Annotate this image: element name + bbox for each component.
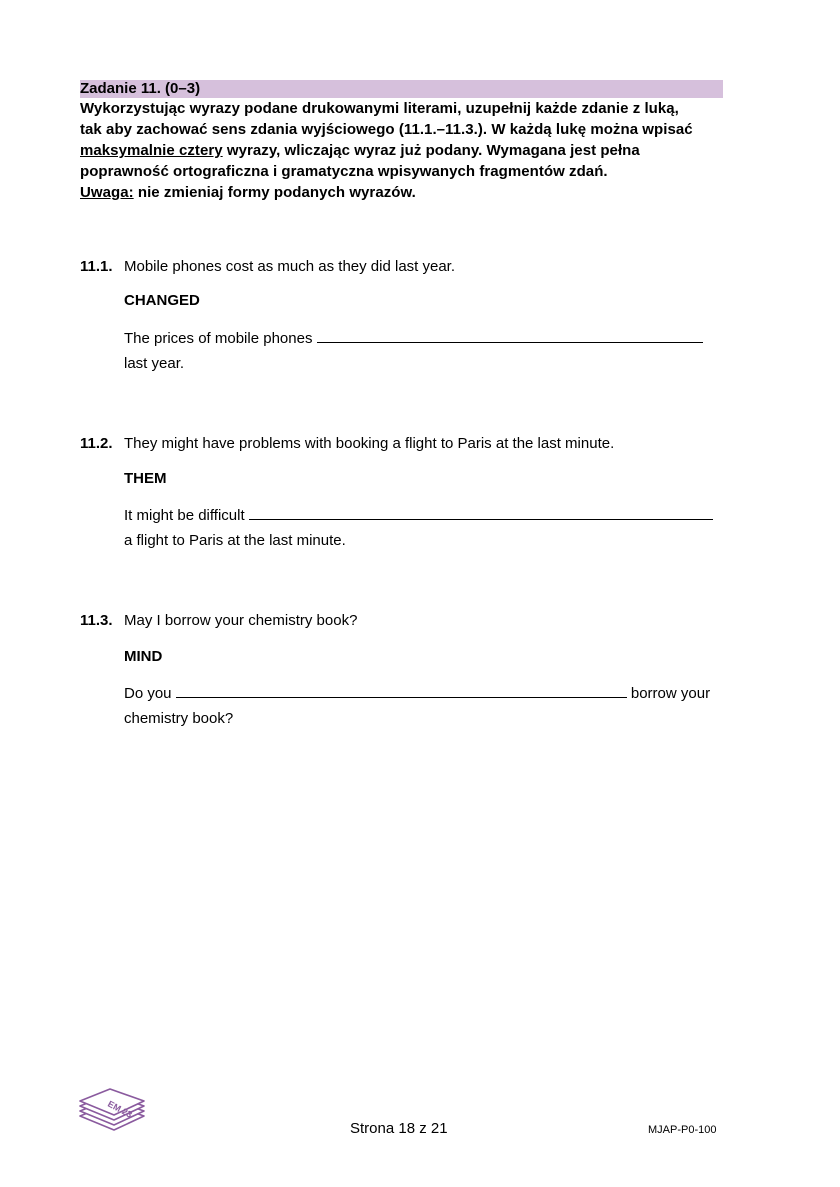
keyword: THEM <box>124 470 167 487</box>
keyword: MIND <box>124 648 163 665</box>
answer-line <box>124 683 710 702</box>
instruction-line-5 <box>80 182 740 203</box>
source-sentence: May I borrow your chemistry book? <box>124 612 358 629</box>
answer-blank[interactable] <box>176 683 627 698</box>
document-code: MJAP-P0-100 <box>648 1124 717 1136</box>
note-text: nie zmieniaj formy podanych wyrazów. <box>133 184 416 201</box>
instruction-line-1: Wykorzystując wyrazy podane drukowanymi literami, uzupełnij każde zdanie z luką, <box>80 100 679 117</box>
instruction-line-3-rest: wyrazy, wliczając wyraz już podany. Wymagana jest pełna <box>222 142 640 159</box>
answer-continuation: last year. <box>124 355 185 372</box>
cke-logo-icon <box>78 1086 148 1139</box>
answer-line <box>124 505 713 524</box>
instruction-line-2: tak aby zachować sens zdania wyjściowego (11.1.–11.3.). W każdą lukę można wpisać <box>80 121 693 138</box>
keyword: CHANGED <box>124 292 200 309</box>
answer-suffix: borrow your <box>626 685 711 702</box>
task-header-bar <box>80 80 723 98</box>
answer-prefix: Do you <box>124 685 176 702</box>
answer-prefix: It might be difficult <box>124 507 249 524</box>
instruction-line-4: poprawność ortograficzna i gramatyczna wpisywanych fragmentów zdań. <box>80 163 608 180</box>
page-number: Strona 18 z 21 <box>350 1120 448 1137</box>
source-sentence: Mobile phones cost as much as they did last year. <box>124 258 456 275</box>
task-instructions <box>80 98 740 203</box>
task-number: 11.1. <box>80 258 113 275</box>
answer-continuation: chemistry book? <box>124 710 234 727</box>
answer-line <box>124 328 703 347</box>
source-sentence: They might have problems with booking a flight to Paris at the last minute. <box>124 435 615 452</box>
task-title: Zadanie 11. (0–3) <box>80 80 201 97</box>
answer-prefix: The prices of mobile phones <box>124 330 317 347</box>
instruction-emphasis: maksymalnie cztery <box>80 142 223 159</box>
answer-blank[interactable] <box>249 505 713 520</box>
logo-text: EM 23 <box>106 1098 134 1120</box>
task-number: 11.3. <box>80 612 113 629</box>
answer-continuation: a flight to Paris at the last minute. <box>124 532 346 549</box>
answer-blank[interactable] <box>317 328 703 343</box>
task-number: 11.2. <box>80 435 113 452</box>
instruction-line-3 <box>80 140 740 161</box>
note-label: Uwaga: <box>80 184 134 201</box>
